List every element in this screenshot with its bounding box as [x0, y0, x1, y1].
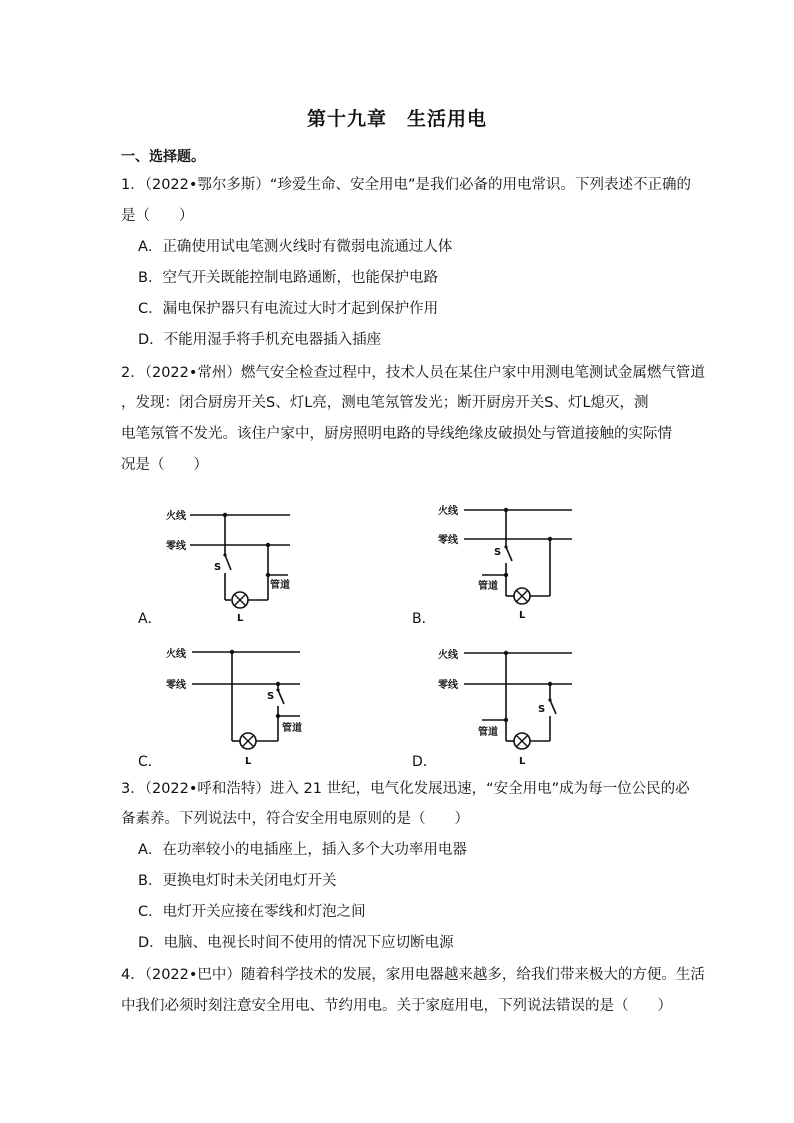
q2-stem-line1: 2．（2022•常州）燃气安全检查过程中，技术人员在某住户家中用测电笔测试金属燃气管道: [121, 365, 705, 381]
q4-stem-line2: 中我们必须时刻注意安全用电、节约用电。关于家庭用电，下列说法错误的是（ ）: [121, 998, 672, 1014]
q2-stem-line4: 况是（ ）: [121, 457, 208, 473]
pipe-label: 管道: [282, 723, 302, 734]
live-wire-label: 火线: [438, 506, 458, 517]
option-c-label: C．: [138, 754, 162, 770]
circuit-diagram-d: [438, 640, 588, 770]
neutral-wire-label: 零线: [166, 680, 186, 691]
circuit-diagram-c: [160, 640, 310, 770]
option-d-label: D．: [412, 754, 437, 770]
switch-label: S: [494, 547, 502, 558]
section-heading: 一、选择题。: [121, 149, 205, 165]
q3-option-b: B．更换电灯时未关闭电灯开关: [138, 873, 337, 889]
pipe-label: 管道: [478, 581, 498, 592]
q3-option-a: A．在功率较小的电插座上，插入多个大功率用电器: [138, 842, 467, 858]
lamp-label: L: [519, 610, 526, 621]
lamp-label: L: [519, 756, 526, 767]
circuit-diagram-b: [438, 495, 588, 625]
option-a-label: A．: [138, 611, 162, 627]
live-wire-label: 火线: [166, 511, 186, 522]
circuit-diagram-a: [160, 500, 310, 625]
lamp-label: L: [237, 613, 244, 624]
page-title: 第十九章 生活用电: [306, 108, 487, 130]
q2-stem-line3: 电笔氖管不发光。该住户家中，厨房照明电路的导线绝缘皮破损处与管道接触的实际情: [121, 426, 672, 442]
q1-stem-line2: 是（ ）: [121, 208, 194, 224]
switch-label: S: [214, 562, 222, 573]
option-b-label: B．: [412, 611, 436, 627]
neutral-wire-label: 零线: [438, 535, 458, 546]
lamp-label: L: [245, 756, 252, 767]
live-wire-label: 火线: [438, 650, 458, 661]
switch-label: S: [267, 691, 275, 702]
q4-stem-line1: 4．（2022•巴中）随着科学技术的发展，家用电器越来越多，给我们带来极大的方便。生活: [121, 967, 705, 983]
q1-stem-line1: 1．（2022•鄂尔多斯）“珍爱生命、安全用电”是我们必备的用电常识。下列表述不正确的: [121, 177, 691, 193]
q2-stem-line2: ，发现：闭合厨房开关S、灯L亮，测电笔氖管发光；断开厨房开关S、灯L熄灭，测: [121, 395, 649, 411]
switch-label: S: [538, 704, 546, 715]
q1-option-c: C．漏电保护器只有电流过大时才起到保护作用: [138, 301, 439, 317]
q1-option-b: B．空气开关既能控制电路通断，也能保护电路: [138, 270, 438, 286]
live-wire-label: 火线: [166, 649, 186, 660]
q3-stem-line1: 3．（2022•呼和浩特）进入 21 世纪，电气化发展迅速，“安全用电”成为每一位公民的必: [121, 781, 690, 797]
pipe-label: 管道: [270, 580, 290, 591]
q3-stem-line2: 备素养。下列说法中，符合安全用电原则的是（ ）: [121, 811, 469, 827]
pipe-label: 管道: [478, 727, 498, 738]
neutral-wire-label: 零线: [438, 680, 458, 691]
q3-option-d: D．电脑、电视长时间不使用的情况下应切断电源: [138, 935, 454, 951]
neutral-wire-label: 零线: [166, 541, 186, 552]
q1-option-a: A．正确使用试电笔测火线时有微弱电流通过人体: [138, 239, 453, 255]
q1-option-d: D．不能用湿手将手机充电器插入插座: [138, 332, 382, 348]
q3-option-c: C．电灯开关应接在零线和灯泡之间: [138, 904, 366, 920]
